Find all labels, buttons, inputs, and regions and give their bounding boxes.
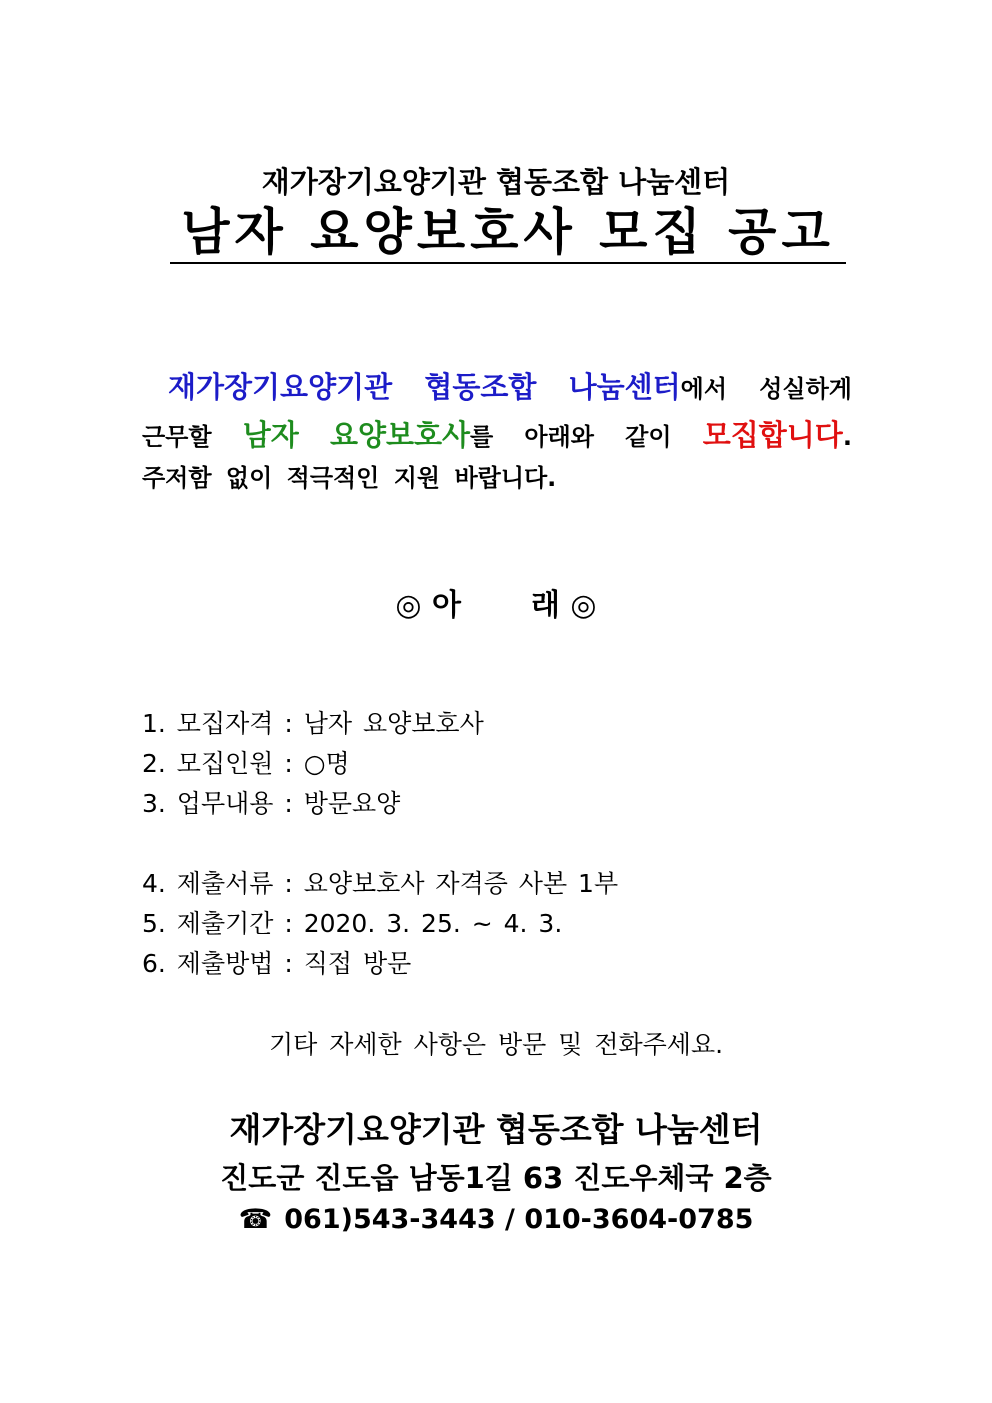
notice-left: ◎ 아 [395,588,461,623]
intro-org-word-3: 나눔센터 [568,370,681,404]
intro-line-3 [142,458,852,498]
list-item-method: 6. 제출방법 : 직접 방문 [142,949,412,978]
notice-right: 래 ◎ [531,588,597,623]
recruit-details-list [142,704,618,984]
list-item-headcount: 2. 모집인원 : ○명 [142,749,350,778]
footer-note: 기타 자세한 사항은 방문 및 전화주세요. [268,1030,724,1059]
intro-role-word-2: 요양보호사 [329,418,471,452]
footer-phone-numbers: 061)543-3443 / 010-3604-0785 [284,1204,754,1235]
footer-org-name: 재가장기요양기관 협동조합 나눔센터 [229,1110,763,1149]
footer-address: 진도군 진도읍 남동1길 63 진도우체국 2층 [220,1161,772,1195]
footer-phone-line [0,1204,992,1235]
intro-recruit-end [703,413,852,454]
page-title-block [170,202,846,264]
list-item-documents: 4. 제출서류 : 요양보호사 자격증 사본 1부 [142,869,619,898]
intro-word-geunmu: 근무할 [142,423,212,451]
header-org-name: 재가장기요양기관 협동조합 나눔센터 [261,165,731,199]
telephone-icon: ☎ [238,1204,273,1235]
intro-role-word-1: 남자 [242,418,299,452]
intro-line-1 [142,365,852,405]
list-item-qualification: 1. 모집자격 : 남자 요양보호사 [142,709,484,738]
intro-word-gati: 같이 [625,423,672,451]
intro-org-word-2: 협동조합 [424,370,537,404]
intro-line-2 [142,413,852,453]
intro-closing: 주저함 없이 적극적인 지원 바랍니다. [142,464,557,492]
intro-particle-eseo: 에서 [680,375,728,403]
notice-heading [0,580,992,624]
list-item-duties: 3. 업무내용 : 방문요양 [142,789,401,818]
intro-word-sungsil: 성실하게 [759,375,852,403]
intro-role-end [330,413,493,454]
page-title: 남자 요양보호사 모집 공고 [181,203,835,261]
intro-particle-reul: 를 [470,423,494,451]
intro-word-araewa: 아래와 [524,423,594,451]
intro-period: . [842,423,852,451]
intro-org-end [569,365,727,406]
intro-recruit-word: 모집합니다 [702,418,843,452]
list-item-period: 5. 제출기간 : 2020. 3. 25. ~ 4. 3. [142,909,563,938]
intro-org-word-1: 재가장기요양기관 [168,370,393,404]
